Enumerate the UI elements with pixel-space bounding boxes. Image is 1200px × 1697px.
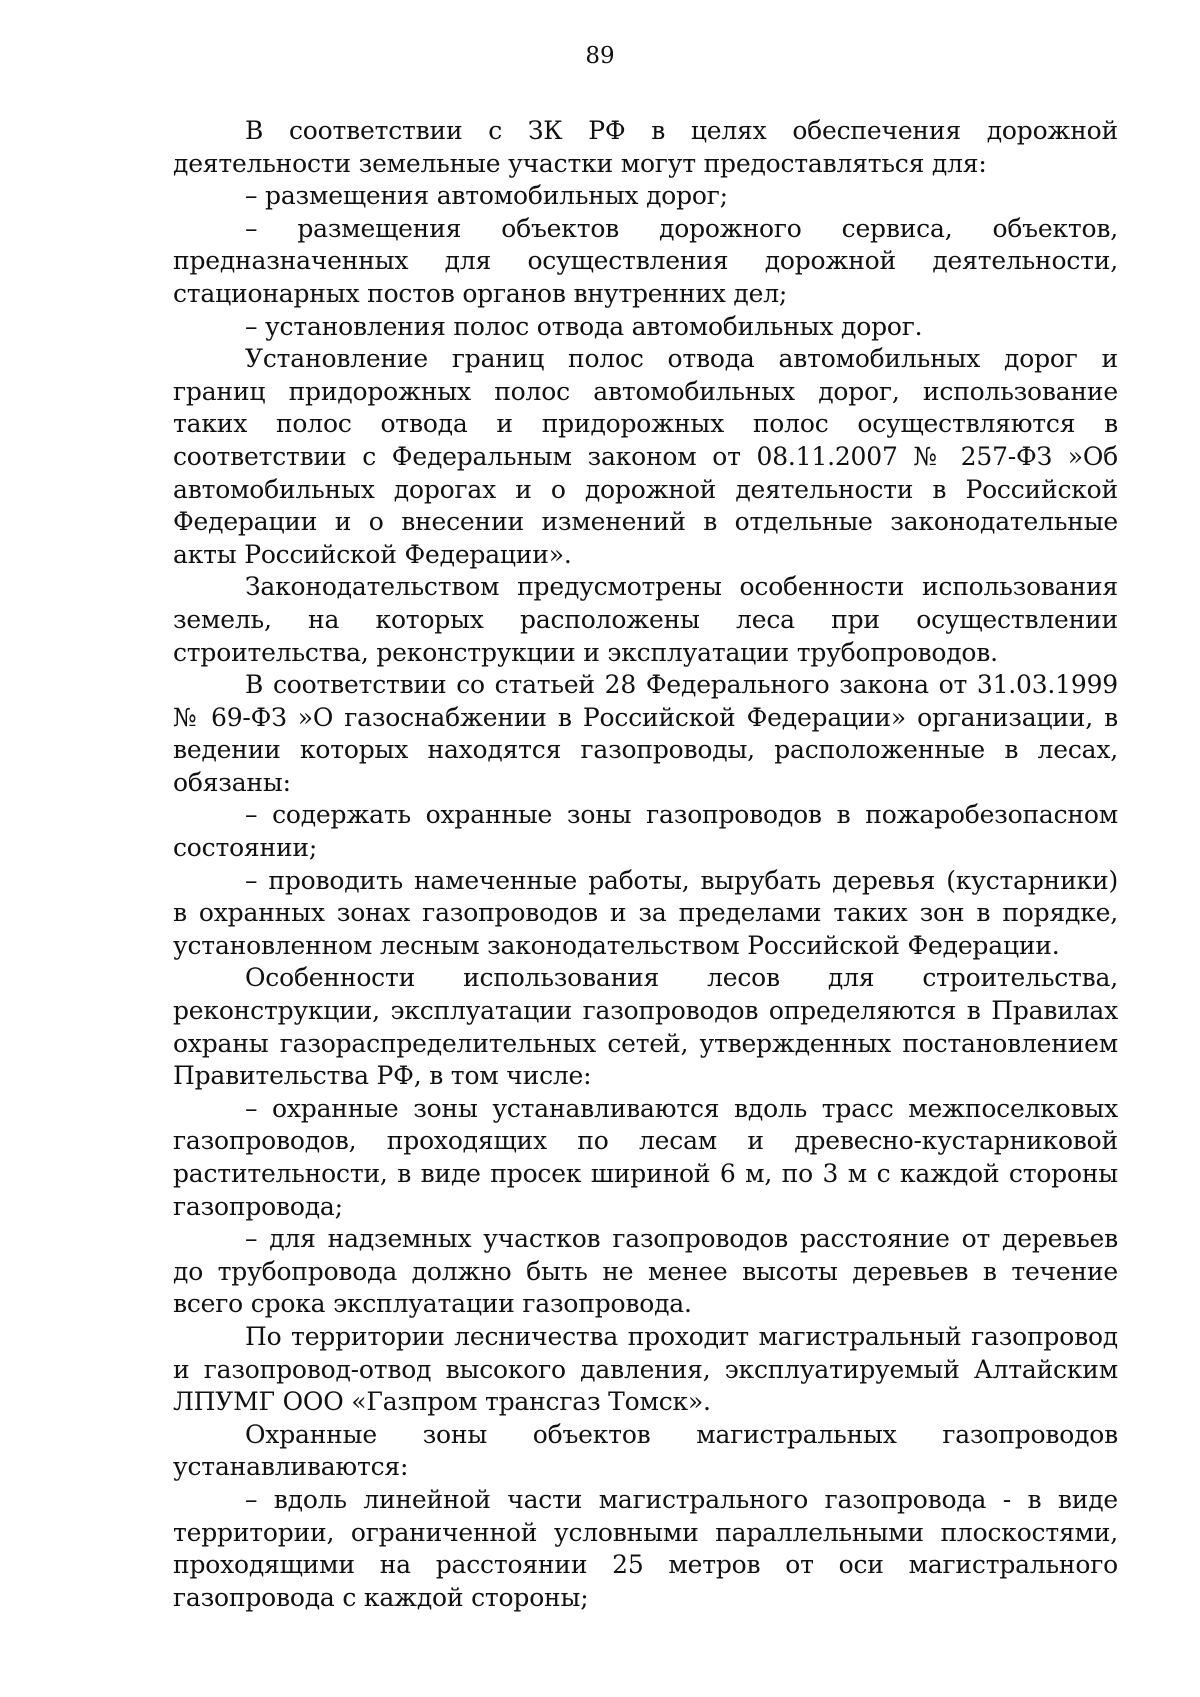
- paragraph-gas-supply-law: В соответствии со статьей 28 Федерального закона от 31.03.1999 № 69-ФЗ »О газоснабжении в Российской Федерации» организации, в ведении которых находятся газопроводы, расположенные в лесах, обязаны:: [173, 670, 1118, 797]
- paragraph-protection-rules: Особенности использования лесов для строительства, реконструкции, эксплуатации газопроводов определяются в Правилах охраны газораспределительных сетей, утвержденных постановлением Правительства РФ, в том числе:: [173, 963, 1118, 1091]
- list-item-right-of-way: – установления полос отвода автомобильных дорог.: [245, 311, 923, 341]
- list-item-linear-part: – вдоль линейной части магистрального газопровода - в виде территории, ограниченной условными параллельными плоскостями, проходящими на расстоянии 25 метров от оси магистрального газопровода с каждой стороны;: [173, 1484, 1118, 1612]
- paragraph-protection-zones: Охранные зоны объектов магистральных газопроводов устанавливаются:: [173, 1419, 1118, 1482]
- list-item-above-ground: – для надземных участков газопроводов расстояние от деревьев до трубопровода должно быть не менее высоты деревьев в течение всего срока эксплуатации газопровода.: [173, 1224, 1118, 1319]
- list-item-tree-cutting: – проводить намеченные работы, вырубать деревья (кустарники) в охранных зонах газопроводов и за пределами таких зон в порядке, установленном лесным законодательством Российской Федерации.: [173, 865, 1118, 960]
- paragraph-boundaries: Установление границ полос отвода автомобильных дорог и границ придорожных полос автомобильных дорог, использование таких полос отвода и придорожных полос осуществляются в соответствии с Федеральным законом от 08.11.2007 № 257-ФЗ »Об автомобильных дорогах и о дорожной деятельности в Российской Федерации и о внесении изменений в отдельные законодательные акты Российской Федерации».: [173, 344, 1118, 569]
- document-body: [173, 115, 1118, 1614]
- paragraph-intro: В соответствии с ЗК РФ в целях обеспечения дорожной деятельности земельные участки могут предоставляться для:: [173, 116, 1118, 178]
- paragraph-legislation: Законодательством предусмотрены особенности использования земель, на которых расположены леса при осуществлении строительства, реконструкции и эксплуатации трубопроводов.: [173, 572, 1118, 667]
- list-item-road-service: – размещения объектов дорожного сервиса, объектов, предназначенных для осуществления дорожной деятельности, стационарных постов органов внутренних дел;: [173, 213, 1118, 308]
- paragraph-main-pipeline: По территории лесничества проходит магистральный газопровод и газопровод-отвод высокого давления, эксплуатируемый Алтайским ЛПУМГ ООО «Газпром трансгаз Томск».: [173, 1321, 1118, 1417]
- list-item-clearings: – охранные зоны устанавливаются вдоль трасс межпоселковых газопроводов, проходящих по лесам и древесно-кустарниковой растительности, в виде просек шириной 6 м, по 3 м с каждой стороны газопровода;: [173, 1093, 1118, 1221]
- list-item-roads: – размещения автомобильных дорог;: [245, 181, 728, 211]
- list-item-fire-safe: – содержать охранные зоны газопроводов в пожаробезопасном состоянии;: [173, 800, 1118, 863]
- page-number: 89: [585, 43, 615, 69]
